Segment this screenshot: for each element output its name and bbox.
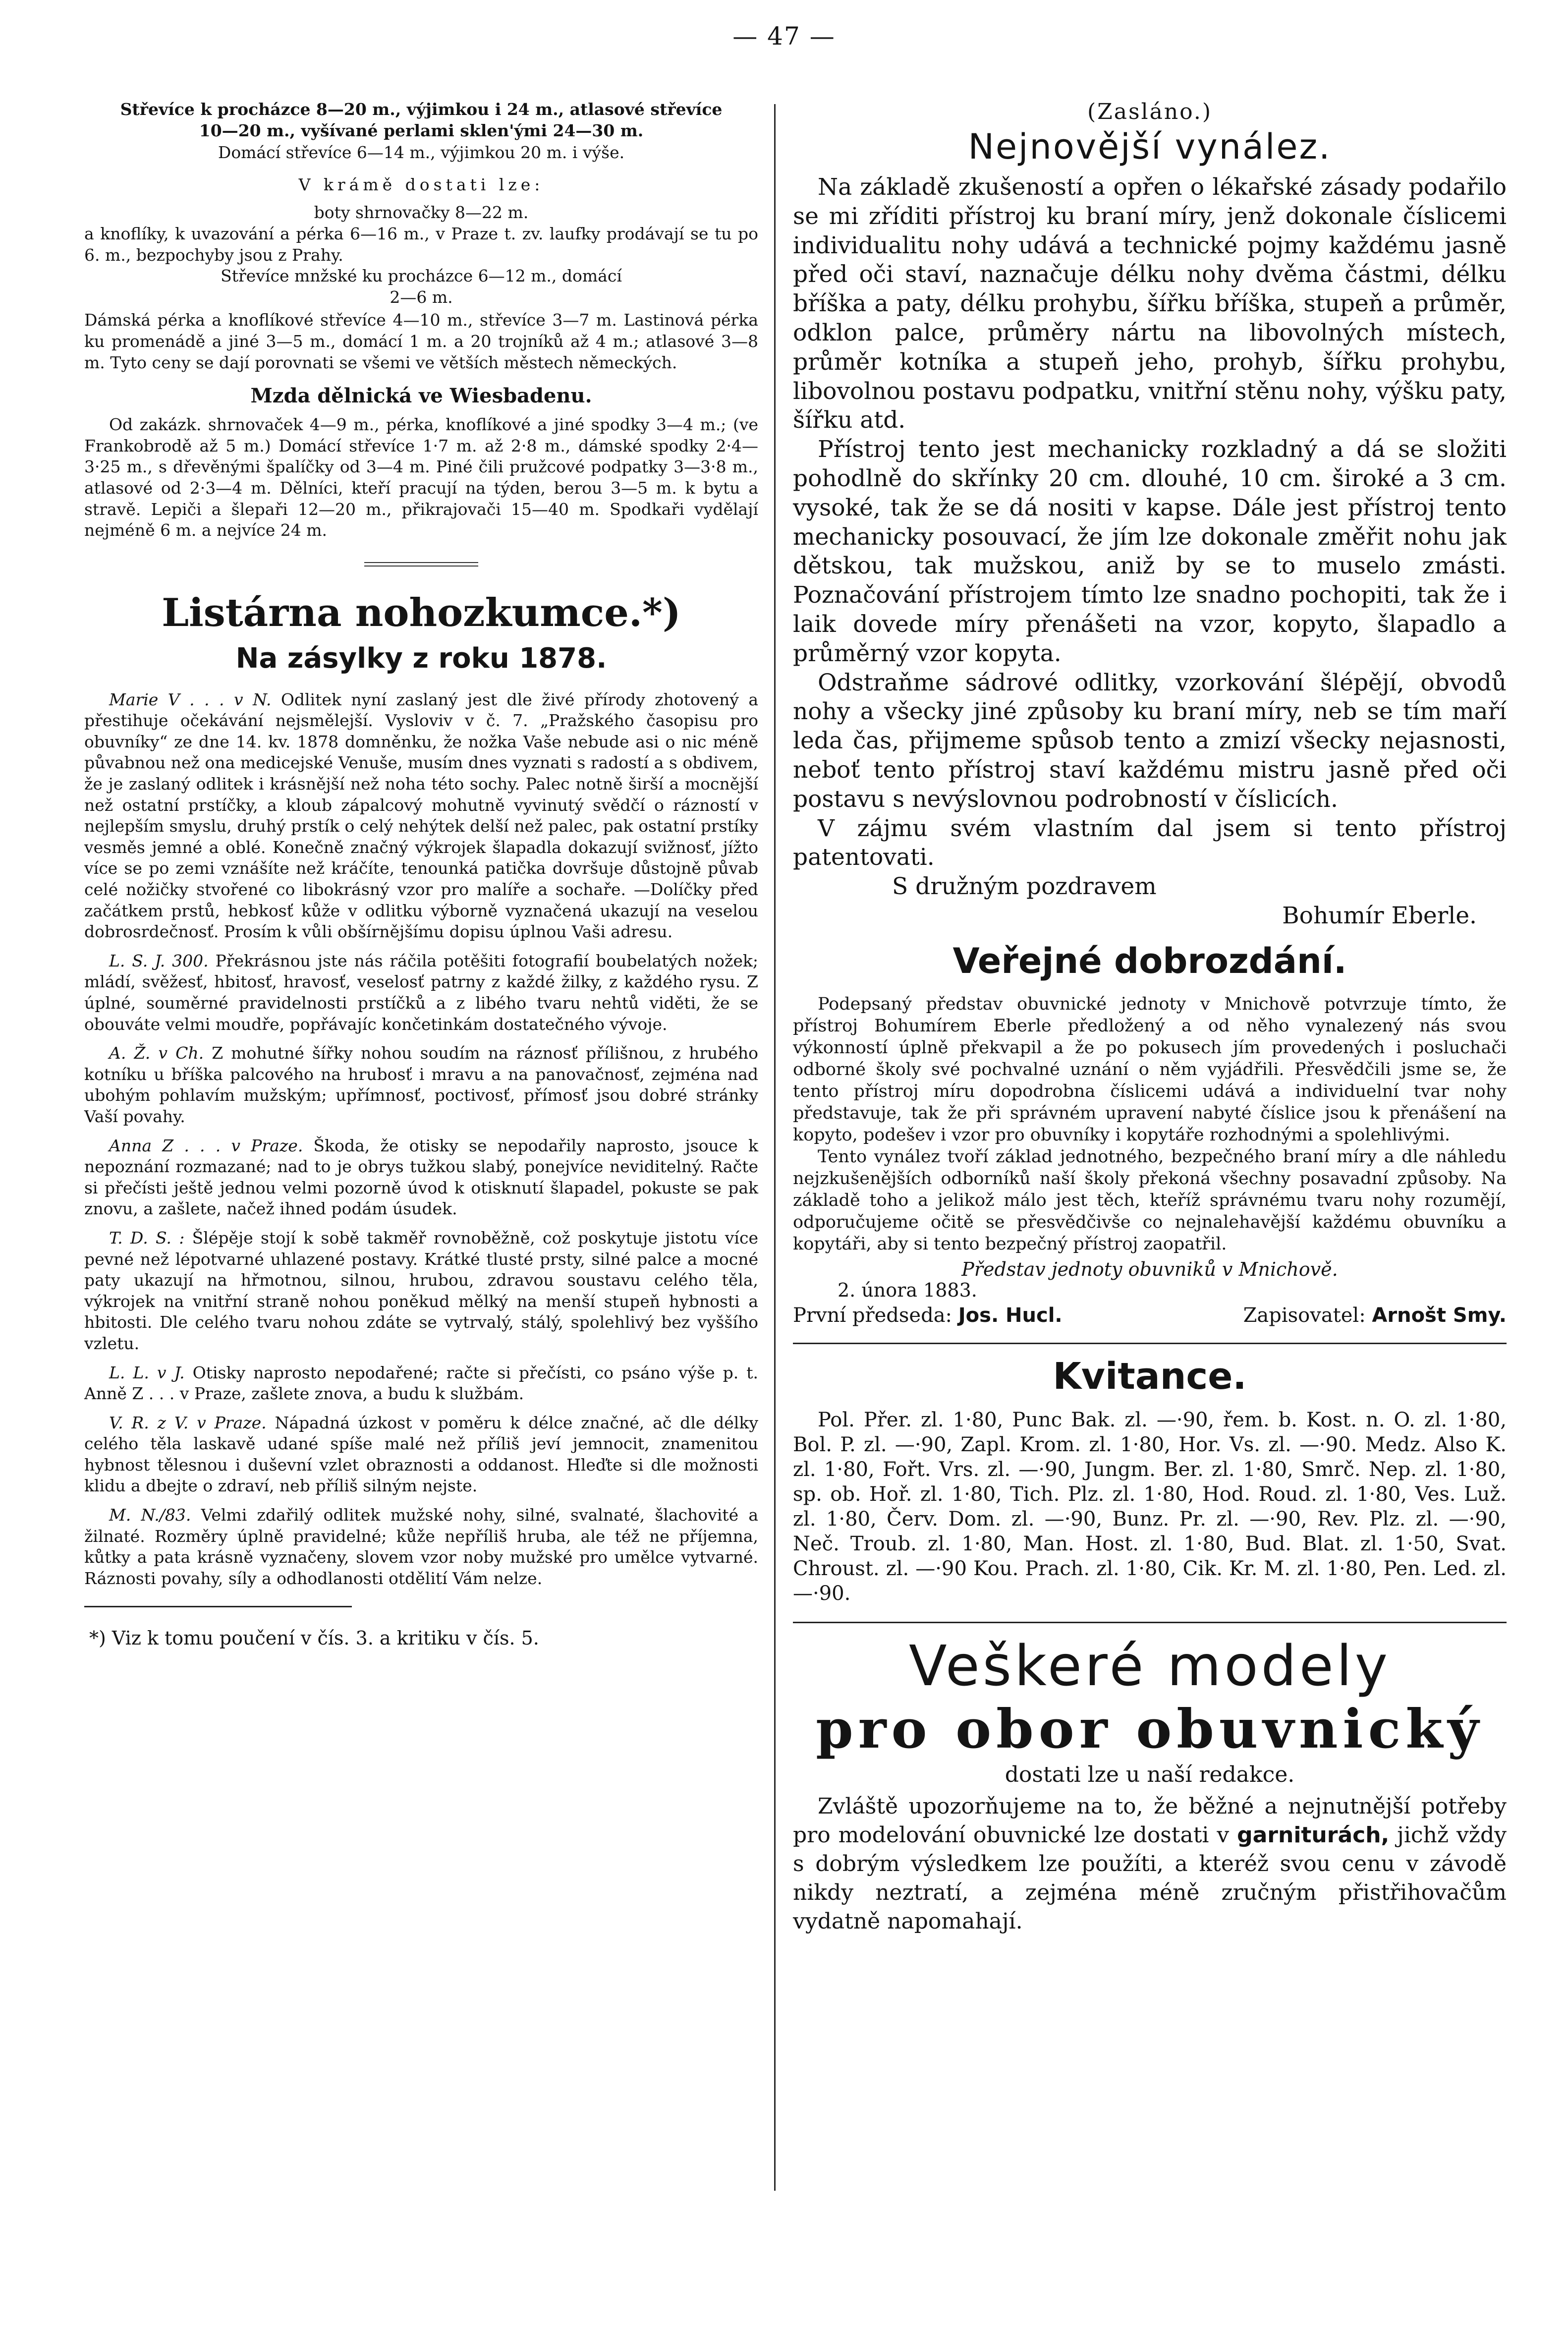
letter-entry <box>84 1136 758 1220</box>
letter-entry <box>84 1505 758 1589</box>
ad-body-post: jichž vždy s dobrým výsledkem lze použíti, a kteréž svou cenu v závodě nikdy neztratí, a zejména méně zručným přistřihovačům vydatně napomahají. <box>793 1822 1507 1934</box>
left-column <box>84 99 758 1649</box>
column-divider <box>774 104 776 2191</box>
letter-addressee: M. N./83. <box>109 1505 191 1525</box>
v-krame-heading: V krámě dostati lze: <box>298 174 544 194</box>
kvitance-heading: Kvitance. <box>1053 1355 1247 1398</box>
letter-text: Z mohutné šířky nohou soudím na ráznosť přílišnou, z hrubého kotníku u bříška palcového na hrubosť i mravu a na panovačnosť, zejména nad ubohým pohlavím mužským; upřímnosť, poctivosť, přímosť jsou dobré stránky Vaší povahy. <box>84 1043 759 1126</box>
zapisovatel-name: Arnošt Smy. <box>1372 1304 1507 1327</box>
kvitance-text: Pol. Přer. zl. 1·80, Punc Bak. zl. —·90, řem. b. Kost. n. O. zl. 1·80, Bol. P. zl. —·90, Zapl. Krom. zl. 1·80, Hor. Vs. zl. —·90. Medz. Also K. zl. 1·80, Fořt. Vrs. zl. —·90, Jungm. Ber. zl. 1·80, Smrč. Nep. zl. 1·80, sp. ob. Hoř. zl. 1·80, Tich. Plz. zl. 1·80, Hod. Roud. zl. 1·80, Ves. Luž. zl. 1·80, Červ. Dom. zl. —·90, Bunz. Pr. zl. —·90, Rev. Plz. zl. —·90, Neč. Troub. zl. 1·80, Man. Host. zl. 1·80, Bud. Blat. zl. 1·50, Svat. Chroust. zl. —·90 Kou. Prach. zl. 1·80, Cik. Kr. M. zl. 1·80, Pen. Led. zl. —·90. <box>793 1408 1507 1605</box>
krame-line-1: boty shrnovačky 8—22 m. <box>314 203 529 223</box>
letter-entry <box>84 1363 758 1405</box>
intro-domestic: Domácí střevíce 6—14 m., výjimkou 20 m. i výše. <box>218 143 625 163</box>
letter-text: Překrásnou jste nás ráčila potěšiti fotografií boubelatých nožek; mládí, svěžesť, hbitosť, hravosť, veselosť patrny z každé žilky, z každého rysu. Z úplné, souměrné pravidelnosti prstíčků a z libého tvaru nehtů viděti, že se obouváte velmi moudře, popřávajíc končetinkám dostatečného vývoje. <box>84 951 758 1034</box>
officers-line <box>793 1304 1507 1327</box>
letter-addressee: Marie V . . . v N. <box>109 689 272 709</box>
mzda-text: Od zakázk. shrnovaček 4—9 m., pérka, knoflíkové a jiné spodky 3—4 m.; (ve Frankobrodě až 5 m.) Domácí střevíce 1·7 m. až 2·8 m., dámské spodky 2·4—3·25 m., s dřevěnými špalíčky od 3—4 m. Piné čili pružcové podpatky 3—3·8 m., atlasové od 2·3—4 m. Dělníci, kteří pracují na týden, berou 3—5 m. k bytu a stravě. Lepiči a šlepaři 12—20 m., přikrajovači 15—40 m. Spodkaři vydělají nejméně 6 m. a nejvíce 24 m. <box>84 415 758 540</box>
letter-addressee: Anna Z . . . v Praze. <box>109 1136 303 1155</box>
letter-entry <box>84 951 758 1035</box>
ad-body <box>793 1792 1507 1936</box>
letter-text: Velmi zdařilý odlitek mužské nohy, silné, svalnaté, šlachovité a žilnaté. Rozměry úplně pravidelné; kůže nepříliš hruba, ale též ne příjemna, kůtky a pata krásně vyznačeny, slovem vzor noby mužské pro umělce vytvarné. Ráznosti povahy, síly a odhodlanosti otdělití Vám nelze. <box>84 1505 758 1588</box>
letter-text: Škoda, že otisky se nepodařily naprosto, jsouce k nepoznání rozmazané; nad to je obrys tužkou slabý, ponejvíce neviditelný. Račte si přečísti ještě jednou velmi pozorně úvod k otisknutí šlapadel, pokuste se pak znovu, a zašlete, načež ihned podám úsudek. <box>84 1136 758 1219</box>
letter-addressee: A. Ž. v Ch. <box>109 1043 204 1063</box>
greeting: S družným pozdravem <box>892 873 1157 901</box>
letter-entry <box>84 1043 758 1127</box>
listarna-heading: Listárna nohozkumce.*) <box>162 590 681 635</box>
intro-prices: Střevíce k procházce 8—20 m., výjimkou i 24 m., atlasové střevíce 10—20 m., vyšívané perlami sklen'ými 24—30 m. <box>120 100 723 140</box>
mzda-heading: Mzda dělnická ve Wiesbadenu. <box>250 384 592 408</box>
letter-addressee: T. D. S. : <box>109 1228 185 1248</box>
letter-text: Nápadná úzkost v poměru k délce značné, ač dle délky celého těla laskavě udané spíše malé než příliš jeví jemnocit, znamenitou hybnost tělesnou i duševní vzlet obraznosti a oddanost. Hleďte si dle možnosti klidu a dbejte o zdraví, neb příliš silným nejste. <box>84 1413 758 1496</box>
letter-text: Šlépěje stojí k sobě takměř rovnoběžně, což poskytuje jistotu více pevné než lépotvarné uhlazené postavy. Krátké tlusté prsty, silné palce a mocné paty ukazují na hřmotnou, silnou, hrubou, zdravou soustavu celého těla, výkrojek na vnitřní straně nohou poněkud mělký na menší stupeň hybnosti a hbitosti. Dle celého tvaru nohou zdáte se vytrvalý, stálý, spolehlivý bez vyššího vzletu. <box>84 1228 759 1353</box>
letter-addressee: L. L. v J. <box>109 1363 185 1382</box>
krame-line-2: a knoflíky, k uvazování a pérka 6—16 m., v Praze t. zv. laufky prodávají se tu po 6. m., bezpochyby jsou z Prahy. <box>84 224 758 265</box>
ad-title-line-1: Veškeré modely <box>908 1634 1391 1699</box>
zapisovatel-label: Zapisovatel: <box>1243 1304 1366 1327</box>
verejne-signoff: Představ jednoty obuvniků v Mnichově. <box>961 1258 1338 1280</box>
section-rule <box>793 1622 1507 1623</box>
krame-line-3: Střevíce mnžské ku procházce 6—12 m., domácí 2—6 m. <box>221 266 622 307</box>
verejne-paragraph: Tento vynález tvoří základ jednotného, bezpečného braní míry a dle náhledu nejzkušenějších odborníků naší školy překoná všechny posavadní způsoby. Na základě toho a jelikož málo jest těch, kteříž správnému tvaru nohy rozumějí, odporučujeme očitě se přesvědčivše co nejnalehavější každému obuvníku a kopytáři, aby si tento bezpečný přístroj zaopatřil. <box>793 1146 1507 1254</box>
letter-entry <box>84 1413 758 1497</box>
krame-line-4: Dámská pérka a knoflíkové střevíce 4—10 m., střevíce 3—7 m. Lastinová pérka ku promenádě a jiné 3—5 m., domácí 1 m. a 20 trojníků až 4 m.; atlasové 3—8 m. Tyto ceny se dají porovnati se všemi ve větších městech německých. <box>84 310 758 372</box>
verejne-heading: Veřejné dobrozdání. <box>952 940 1347 981</box>
ad-body-bold: garniturách, <box>1237 1822 1390 1848</box>
vynalez-paragraph: V zájmu svém vlastním dal jsem si tento přístroj patentovati. <box>793 814 1507 871</box>
section-divider <box>364 562 478 567</box>
vynalez-paragraph: Odstraňme sádrové odlitky, vzorkování šlépějí, obvodů nohy a všecky jiné způsoby ku braní míry, neb se tím maří leda čas, přijmeme spůsob tento a zmizí všecky nejasnosti, neboť tento přístroj staví každému mistru jasně před oči postavu s nevýslovnou podrobností v číslicích. <box>793 669 1507 813</box>
zasylky-heading: Na zásylky z roku 1878. <box>235 642 607 675</box>
letter-addressee: V. R. z V. v Praze. <box>109 1413 267 1432</box>
ad-body-pre: Zvláště upozorňujeme na to, že běžné a nejnutnější potřeby pro modelování obuvnické lze dostati v <box>793 1793 1507 1848</box>
footnote: *) Viz k tomu poučení v čís. 3. a kritiku v čís. 5. <box>89 1627 539 1649</box>
ad-subtitle: dostati lze u naší redakce. <box>1005 1761 1295 1787</box>
vynalez-paragraph: Na základě zkušeností a opřen o lékařské zásady podařilo se mi zříditi přístroj ku braní míry, jenž dokonale číslicemi individualitu nohy udává a technické pojmy každému jasně před oči staví, naznačuje délku nohy dvěma částmi, délku bříška a paty, délku prohybu, šířku bříška, stupeň a průměr, odklon palce, průměry nártu na libovolných místech, průměr kotníka a stupeň jeho, prohyb, šířku prohybu, libovolnou postavu podpatku, vnitřní stěnu nohy, výšku paty, šířku atd. <box>793 173 1507 434</box>
section-rule <box>793 1343 1507 1344</box>
predseda-label: První předseda: <box>793 1304 952 1327</box>
letter-text: Otisky naprosto nepodařené; račte si přečísti, co psáno výše p. t. Anně Z . . . v Praze, zašlete znova, a budu k službám. <box>84 1363 758 1404</box>
predseda-name: Jos. Hucl. <box>958 1304 1063 1327</box>
vynalez-paragraph: Přístroj tento jest mechanicky rozkladný a dá se složiti pohodlně do skřínky 20 cm. dlouhé, 10 cm. široké a 3 cm. vysoké, tak že se dá nositi v kapse. Dále jest přístroj tento mechanicky posouvací, že jím lze dokonale změřit nohu jak dětskou, tak mužskou, aniž by se to muselo zmásti. Poznačování přístrojem tímto lze snadno pochopiti, tak že i laik dovede míry přenášeti na vzor, kopyto, šlapadlo a průměrný vzor kopyta. <box>793 436 1507 667</box>
predseda <box>793 1304 1063 1327</box>
footnote-rule <box>84 1606 352 1607</box>
page-number: — 47 — <box>732 22 836 51</box>
zapisovatel <box>1243 1304 1507 1327</box>
letter-entry <box>84 1228 758 1355</box>
vynalez-heading: Nejnovější vynález. <box>968 126 1332 167</box>
zaslano-label: (Zasláno.) <box>1087 99 1213 124</box>
letter-text: Odlitek nyní zaslaný jest dle živé přírody zhotovený a přestihuje očekávání nejsmělejší. Vysloviv v č. 7. „Pražského časopisu pro obuvníky“ ze dne 14. kv. 1878 domněnku, že nožka Vaše nebude asi o nic méně půvabnou než ona medicejské Venuše, musím dnes vyznati s radostí a s obdivem, že je zaslaný odlitek i krásnější než noha této sochy. Palec notně širší a mocnější než ostatní prstíčky, a kloub zápalcový mohutně vyvinutý svědčí o rázností v nejlepším smyslu, druhý prstík o celý nehýtek delší než palec, pak ostatní prstíky vesměs jemné a oblé. Konečně značný výkrojek šlapadla dokazují svižnosť, jížto více se po zemi vznášíte než kráčíte, tenounká patička dovršuje důstojně půvab celé nožičky stvořené co libokrásný vzor pro malíře a sochaře. —Dolíčky před začátkem prstů, hebkosť kůže v odlitku výborně vyznačená ukazují na veselou dobrosrdečnosť. Prosím k vůli obšírnějšímu dopisu úplnou Vaši adresu. <box>84 689 758 942</box>
letter-entry <box>84 689 758 943</box>
letter-addressee: L. S. J. 300. <box>109 951 209 970</box>
right-column <box>793 99 1507 1936</box>
verejne-date: 2. února 1883. <box>838 1279 977 1302</box>
verejne-paragraph: Podepsaný představ obuvnické jednoty v Mnichově potvrzuje tímto, že přístroj Bohumírem Eberle předložený a od něho vynalezený nás svou výkonností úplně překvapil a že po pokusech jím provedených i posluchači odborné školy své pochvalné uznání o něm vyjádřili. Přesvědčili jsme se, že tento přístroj míru dopodrobna číslicemi udává a individuelní tvar nohy představuje, tak že při správném upravení nabyté číslice jsou k přenášení na kopyto, podešev i vzor pro obuvníky i kopytáře rozhodnými a spolehlivými. <box>793 994 1507 1145</box>
signature: Bohumír Eberle. <box>1282 902 1477 929</box>
ad-title-line-2: pro obor obuvnický <box>816 1698 1484 1761</box>
